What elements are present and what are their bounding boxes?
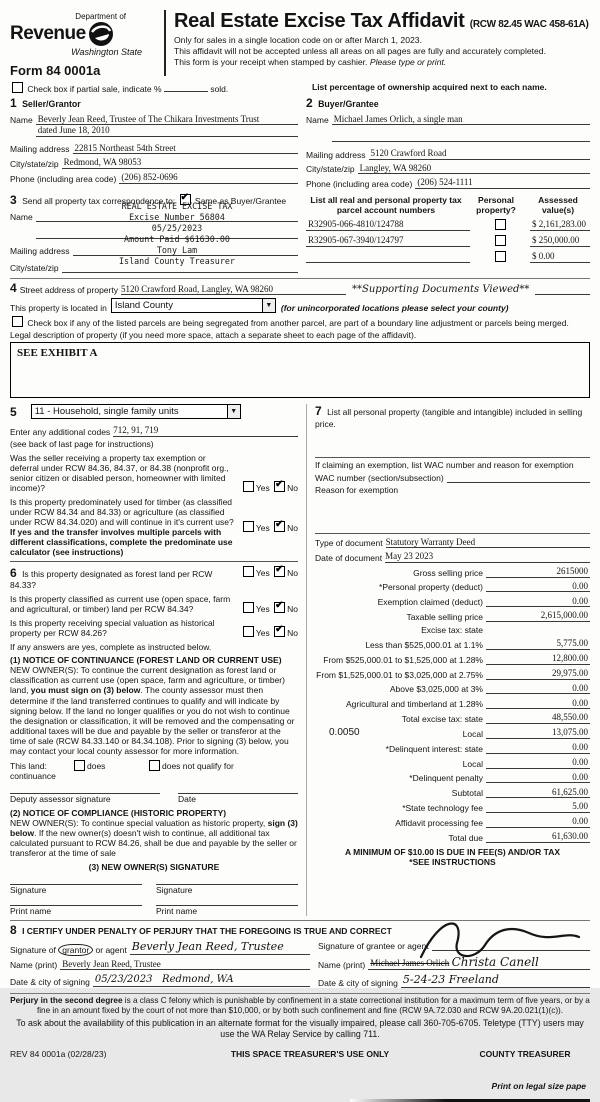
q1-no-checkbox[interactable] <box>274 481 285 492</box>
legal-description-value: SEE EXHIBIT A <box>17 347 98 360</box>
tax-row <box>315 610 590 622</box>
assessed-value-col-header: Assessed value(s) <box>538 195 578 216</box>
wac-number-field[interactable] <box>447 482 590 483</box>
no-label: No <box>287 568 298 579</box>
grantor-date-field[interactable]: 05/23/2023 Redmond, WA <box>93 974 310 987</box>
parcel-col-header: List all real and personal property tax parcel account numbers <box>310 195 462 216</box>
additional-codes-field[interactable]: 712, 91, 719 <box>113 425 203 437</box>
does-not-checkbox[interactable] <box>149 760 160 771</box>
sold-label: sold. <box>210 84 229 95</box>
see-instructions-note: *SEE INSTRUCTIONS <box>409 856 496 867</box>
q4-no-checkbox[interactable] <box>274 602 285 613</box>
tax-row-label: *State technology fee <box>402 802 483 813</box>
date-of-document-field[interactable]: May 23 2023 <box>385 551 590 563</box>
seller-city-field[interactable]: Redmond, WA 98053 <box>62 157 298 169</box>
parcel-row <box>306 235 590 247</box>
personal-property-checkbox[interactable] <box>495 251 506 262</box>
county-dropdown-value: Island County <box>114 300 173 312</box>
notice-continuance-title: (1) NOTICE OF CONTINUANCE (FOREST LAND OR CURRENT USE) <box>10 655 282 666</box>
yes-label: Yes <box>255 628 270 639</box>
tax-row-value[interactable]: 29,975.00 <box>486 668 590 680</box>
exemption-note: If claiming an exemption, list WAC number and reason for exemption <box>315 459 574 470</box>
corr-mailing-label: Mailing address <box>10 246 70 257</box>
grantor-print-field[interactable]: Beverly Jean Reed, Trustee <box>60 959 310 971</box>
personal-property-col-header: Personal property? <box>476 195 516 216</box>
buyer-phone-label: Phone (including area code) <box>306 178 413 189</box>
q3-no-checkbox[interactable] <box>274 566 285 577</box>
grantor-circled-word: grantor <box>58 944 93 956</box>
seller-section <box>10 96 298 189</box>
seller-phone-label: Phone (including area code) <box>10 173 117 184</box>
grantor-signature-field[interactable]: Beverly Jean Reed, Trustee <box>130 941 310 955</box>
corr-city-field[interactable] <box>62 272 298 273</box>
yes-label: Yes <box>255 483 270 494</box>
q2-no-checkbox[interactable] <box>274 521 285 532</box>
parcel-number-field[interactable]: R32905-067-3940/124797 <box>306 235 470 247</box>
tax-row-label: Excise tax: state <box>421 625 483 636</box>
tax-row-value[interactable]: 0.00 <box>486 742 590 754</box>
tax-row <box>315 581 590 593</box>
deputy-assessor-label: Deputy assessor signature <box>10 793 111 804</box>
tax-row <box>315 625 590 635</box>
excise-tax-table <box>315 566 590 843</box>
section-8-number: 8 <box>10 922 17 937</box>
tax-row <box>315 831 590 843</box>
tax-row-label: Total due <box>448 832 483 843</box>
corr-name-label: Name <box>10 212 33 223</box>
certify-statement: I CERTIFY UNDER PENALTY OF PERJURY THAT THE FOREGOING IS TRUE AND CORRECT <box>22 925 392 936</box>
notice-continuance-body: NEW OWNER(S): To continue the current designation as forest land or classification as current use (open space, farm and agriculture, or timber) land, you must sign on (3) below. The county assessor must then determine if the land transferred continues to qualify and will indicate by signing below. If the land no longer qualifies or you do not wish to continue the designation or classification, it will be removed and the compensating or additional taxes will be due and payable by the seller or transferor at the time of sale (RCW 84.33.140 or 84.34.108). Prior to signing (3) below, you may contact your local county assessor for more information. <box>10 665 295 756</box>
seller-phone-field[interactable]: (206) 852-0696 <box>119 172 298 184</box>
tax-row-label: Local <box>462 728 483 739</box>
tax-row-label: Exemption claimed (deduct) <box>377 597 483 608</box>
county-treasurer-label: COUNTY TREASURER <box>479 1049 571 1060</box>
revenue-wordmark: Revenue <box>10 23 86 45</box>
wac-number-label: WAC number (section/subsection) <box>315 472 444 483</box>
partial-sale-label: Check box if partial sale, indicate % <box>27 84 162 95</box>
tax-row-value[interactable]: 48,550.00 <box>486 712 590 724</box>
correspondence-label: Send all property tax correspondence to: <box>22 196 176 206</box>
q2-yes-checkbox[interactable] <box>243 521 254 532</box>
personal-property-checkbox[interactable] <box>495 219 506 230</box>
tax-row <box>315 566 590 578</box>
section-6-number: 6 <box>10 566 17 581</box>
no-label: No <box>287 523 298 534</box>
tax-row-value[interactable]: 61,630.00 <box>486 831 590 843</box>
q1-yes-checkbox[interactable] <box>243 481 254 492</box>
q4-yes-checkbox[interactable] <box>243 602 254 613</box>
segregated-label: Check box if any of the listed parcels are being segregated from another parcel, are part of a boundary line adjustment or parcels being merged. <box>27 318 569 329</box>
tax-row-label: Subtotal <box>451 788 483 799</box>
subtitle-3: This form is your receipt when stamped by cashier. Please type or print. <box>174 56 447 67</box>
continuance-label: continuance <box>10 770 56 781</box>
dor-logo-block <box>10 8 160 78</box>
assessed-value-field[interactable]: $ 0.00 <box>530 251 590 263</box>
section-4-number: 4 <box>10 281 17 296</box>
tax-row-value[interactable]: 5,775.00 <box>486 638 590 650</box>
tax-row-label: Total excise tax: state <box>401 714 483 724</box>
tax-row-label: Less than $525,000.01 at 1.1% <box>365 640 483 651</box>
q3-yes-checkbox[interactable] <box>243 566 254 577</box>
tax-row <box>315 653 590 665</box>
corr-city-label: City/state/zip <box>10 263 59 274</box>
tax-row <box>315 638 590 650</box>
type-of-document-label: Type of document <box>315 538 383 549</box>
grantee-print-label: Name (print) <box>318 960 366 971</box>
chevron-down-icon[interactable]: ▼ <box>262 299 275 312</box>
county-dropdown[interactable] <box>111 298 276 313</box>
q5-yes-checkbox[interactable] <box>243 626 254 637</box>
ownership-note: List percentage of ownership acquired next to each name. <box>312 82 547 93</box>
tax-row-label: From $525,000.01 to $1,525,000 at 1.28% <box>323 654 483 665</box>
print-name-label: Print name <box>10 905 52 916</box>
deputy-date-field[interactable] <box>178 793 298 794</box>
tax-row-label: Affidavit processing fee <box>395 817 483 828</box>
this-land-label: This land: <box>10 760 47 771</box>
chevron-down-icon[interactable]: ▼ <box>227 405 240 418</box>
partial-percent-field[interactable] <box>164 91 208 92</box>
rev-number: REV 84 0001a (02/28/23) <box>10 1049 107 1060</box>
buyer-name-field[interactable]: Michael James Orlich, a single man <box>332 114 590 126</box>
no-label: No <box>287 483 298 494</box>
personal-property-section <box>315 404 590 428</box>
parcel-number-field[interactable]: R32905-066-4810/124788 <box>306 219 470 231</box>
section-2-number: 2 <box>306 96 313 111</box>
additional-codes-extra[interactable] <box>203 436 298 437</box>
tax-row <box>315 742 590 754</box>
new-owner-signature-title: (3) NEW OWNER(S) SIGNATURE <box>88 861 220 872</box>
personal-property-label: List all personal property (tangible and intangible) included in selling price. <box>315 407 583 429</box>
tax-row <box>315 668 590 680</box>
yes-label: Yes <box>255 523 270 534</box>
does-label: does <box>87 760 106 771</box>
seller-name-field-2[interactable]: dated June 18, 2010 <box>36 125 298 137</box>
local-rate-value: 0.0050 <box>329 727 360 739</box>
seller-mailing-field[interactable]: 22815 Northeast 54th Street <box>73 143 298 155</box>
tax-row-label: Local <box>462 758 483 769</box>
tax-row-value[interactable]: 0.00 <box>486 581 590 593</box>
forest-land-section <box>10 566 298 590</box>
forest-land-question: Is this property designated as forest land per RCW 84.33? <box>10 569 213 591</box>
grantee-date-field[interactable]: 5-24-23 Freeland <box>401 974 590 988</box>
tax-row-value[interactable]: 12,800.00 <box>486 653 590 665</box>
section-1-number: 1 <box>10 96 17 111</box>
grantee-date-label: Date & city of signing <box>318 978 398 989</box>
signature-label: Signature <box>156 884 193 895</box>
correspondence-section <box>10 193 298 273</box>
assessed-value-field[interactable]: $ 250,000.00 <box>530 235 590 247</box>
tax-row-label: Taxable selling price <box>406 612 483 623</box>
current-use-question: Is this property classified as current use (open space, farm and agricultural, or timber) land per RCW 84.34? <box>10 594 231 615</box>
date-label: Date <box>178 793 196 804</box>
q5-no-checkbox[interactable] <box>274 626 285 637</box>
does-checkbox[interactable] <box>74 760 85 771</box>
date-of-document-label: Date of document <box>315 552 383 563</box>
segregated-checkbox[interactable] <box>12 316 23 327</box>
yes-label: Yes <box>255 604 270 615</box>
tax-row-value[interactable]: 0.00 <box>486 816 590 828</box>
tax-row-value[interactable]: 0.00 <box>486 772 590 784</box>
buyer-mailing-label: Mailing address <box>306 149 366 160</box>
tax-row <box>315 787 590 799</box>
minimum-due-note: A MINIMUM OF $10.00 IS DUE IN FEE(S) AND/OR TAX <box>344 846 561 857</box>
tax-row-label: *Delinquent penalty <box>409 773 483 784</box>
parcel-table <box>306 195 590 273</box>
form-number: Form 84 0001a <box>10 63 101 79</box>
notice-compliance-title: (2) NOTICE OF COMPLIANCE (HISTORIC PROPERTY) <box>10 807 227 818</box>
street-address-label: Street address of property <box>19 285 118 296</box>
tax-row-label: Gross selling price <box>413 567 483 578</box>
certification-section: 8 I CERTIFY UNDER PENALTY OF PERJURY THAT THE FOREGOING IS TRUE AND CORRECT Signature of grantor or agent Beverly Jean Reed, Trustee Name (print) Beverly Jean Reed, Trustee Date & city of signing 05/23/2023 Redmond, WA Signature of grantee or agent Name (print) Michael James Orlich Christa Canell Date & city of signing 5-24-23 Freeland <box>10 920 590 988</box>
grantee-print-field[interactable]: Michael James Orlich Christa Canell <box>368 955 590 970</box>
seller-name-field[interactable]: Beverly Jean Reed, Trustee of The Chikara Investments Trust <box>36 114 298 126</box>
tax-row-value[interactable]: 0.00 <box>486 683 590 695</box>
buyer-name-label: Name <box>306 115 329 126</box>
seller-city-label: City/state/zip <box>10 158 59 169</box>
tax-row-label: From $1,525,000.01 to $3,025,000 at 2.75% <box>316 669 483 680</box>
tax-row-value[interactable]: 2615000 <box>486 566 590 578</box>
tax-row <box>315 801 590 813</box>
section-7-number: 7 <box>315 404 322 419</box>
tax-row-value[interactable]: 13,075.00 <box>486 727 590 739</box>
street-address-extra-line[interactable] <box>535 294 590 295</box>
does-not-label: does not qualify for <box>162 760 234 771</box>
tax-row <box>315 757 590 769</box>
section-3-number: 3 <box>10 193 17 207</box>
answers-yes-note: If any answers are yes, complete as instructed below. <box>10 642 212 653</box>
buyer-title: Buyer/Grantee <box>318 99 379 110</box>
street-address-field[interactable]: 5120 Crawford Road, Langley, WA 98260 <box>121 284 346 296</box>
signature-label: Signature <box>10 884 47 895</box>
located-in-label: This property is located in <box>10 303 107 314</box>
buyer-name-field-2[interactable] <box>332 141 590 142</box>
perjury-notice: Perjury in the second degree is a class C felony which is punishable by confinement in a state correctional institution for a maximum term of five years, or by a fine in an amount fixed by the court of not more than $10,000, or by both such confinement and fine (RCW 9A.72.030 and RCW 9A.20.021(1)(c)). <box>10 996 590 1015</box>
no-label: No <box>287 604 298 615</box>
notice-compliance-body: NEW OWNER(S): To continue special valuation as historic property, sign (3) below. If the new owner(s) doesn't wish to continue, all additional tax calculated pursuant to RCW 84.26, shall be due and payable by the seller or transferor at the time of sale <box>10 817 298 858</box>
print-size-note: Print on legal size pape <box>491 1081 586 1092</box>
parcel-number-field[interactable] <box>306 262 470 263</box>
parcel-row <box>306 251 590 263</box>
land-use-dropdown[interactable] <box>31 404 241 419</box>
section-5-number: 5 <box>10 405 17 420</box>
tax-row <box>315 727 590 739</box>
dept-of-label: Department of <box>75 12 126 21</box>
additional-codes-label: Enter any additional codes <box>10 427 111 437</box>
personal-property-checkbox[interactable] <box>495 235 506 246</box>
tax-row-label: *Delinquent interest: state <box>385 743 483 754</box>
tax-row-label: *Personal property (deduct) <box>379 582 483 593</box>
tax-row <box>315 683 590 695</box>
tax-row <box>315 816 590 828</box>
tax-row <box>315 772 590 784</box>
tax-row-value[interactable]: 0.00 <box>486 698 590 710</box>
tax-row-value[interactable]: 0.00 <box>486 757 590 769</box>
county-note: (for unincorporated locations please select your county) <box>280 303 509 314</box>
washington-state-label: Washington State <box>71 47 142 58</box>
timber-question: Is this property predominately used for timber (as classified under RCW 84.34 and 84.33) or agriculture (as classified under RCW 84.34.020) and will continue in it's current use? If yes and the transfer involves multiple parcels with different classifications, complete the predominate use calculator (see instructions) <box>10 497 234 558</box>
seller-title: Seller/Grantor <box>22 99 81 110</box>
no-label: No <box>287 628 298 639</box>
grantee-sig-label: Signature of grantee or agent <box>318 940 429 951</box>
subtitle-1: Only for sales in a single location code on or after March 1, 2023. <box>174 34 422 45</box>
tax-row-value[interactable]: 61,625.00 <box>486 787 590 799</box>
type-of-document-field[interactable]: Statutory Warranty Deed <box>386 537 590 549</box>
legal-description-label: Legal description of property (if you need more space, attach a separate sheet to each page of the affidavit). <box>10 330 417 341</box>
form-header <box>10 8 590 78</box>
tax-row <box>315 698 590 710</box>
treasurer-excise-stamp: REAL ESTATE EXCISE TAX Excise Number 56804 05/25/2023 Amount Paid $61630.00 Tony Lam Island County Treasurer <box>119 201 235 266</box>
tax-row <box>315 596 590 608</box>
rcw-reference: (RCW 82.45 WAC 458-61A) <box>469 19 589 30</box>
yes-label: Yes <box>255 568 270 579</box>
treasurer-use-label: THIS SPACE TREASURER'S USE ONLY <box>230 1049 390 1060</box>
grantor-print-label: Name (print) <box>10 960 58 971</box>
buyer-phone-field[interactable]: (206) 524-1111 <box>415 177 590 189</box>
buyer-city-label: City/state/zip <box>306 164 355 175</box>
back-note: (see back of last page for instructions) <box>10 439 154 450</box>
parcel-row <box>306 219 590 231</box>
partial-sale-checkbox[interactable] <box>12 82 23 93</box>
seller-mailing-label: Mailing address <box>10 144 70 155</box>
reason-exemption-label: Reason for exemption <box>315 484 399 495</box>
historical-question: Is this property receiving special valuation as historical property per RCW 84.26? <box>10 618 215 639</box>
tax-row-label: Above $3,025,000 at 3% <box>389 684 483 695</box>
tax-row-label: Agricultural and timberland at 1.28% <box>345 699 483 710</box>
partial-sale-row <box>10 82 298 94</box>
legal-description-box[interactable] <box>10 342 590 398</box>
header-divider <box>164 10 166 76</box>
grantor-date-label: Date & city of signing <box>10 977 90 988</box>
alternate-format-notice: To ask about the availability of this publication in an alternate format for the visually impaired, please call 360-705-6705. Teletype (TTY) users may use the WA Relay Service by calling 711. <box>16 1018 584 1039</box>
land-use-dropdown-value: 11 - Household, single family units <box>34 406 179 418</box>
tax-row-value[interactable]: 5.00 <box>486 801 590 813</box>
tax-row <box>315 712 590 724</box>
subtitle-2: This affidavit will not be accepted unless all areas on all pages are fully and accurately completed. <box>174 45 546 56</box>
tax-row-value[interactable]: 2,615,000.00 <box>486 610 590 622</box>
land-use-section <box>10 404 298 419</box>
buyer-section <box>306 96 590 189</box>
exemption-question: Was the seller receiving a property tax exemption or deferral under RCW 84.36, 84.37, or 84.38 (nonprofit org., senior citizen or disabled person, homeowner with limited income)? <box>10 453 229 494</box>
buyer-mailing-field[interactable]: 5120 Crawford Road <box>369 148 590 160</box>
assessed-value-field[interactable]: $ 2,161,283.00 <box>530 219 590 231</box>
property-location-section <box>10 278 590 398</box>
seller-name-label: Name <box>10 115 33 126</box>
tax-row-value[interactable]: 0.00 <box>486 596 590 608</box>
dor-swirl-icon <box>88 21 114 47</box>
buyer-city-field[interactable]: Langley, WA 98260 <box>358 163 590 175</box>
same-as-buyer-label: Same as Buyer/Grantee <box>194 196 287 206</box>
form-title: Real Estate Excise Tax Affidavit (RCW 82.45 WAC 458-61A) <box>174 10 589 32</box>
print-name-label: Print name <box>156 905 198 916</box>
supporting-documents-note: **Supporting Documents Viewed** <box>351 283 530 295</box>
